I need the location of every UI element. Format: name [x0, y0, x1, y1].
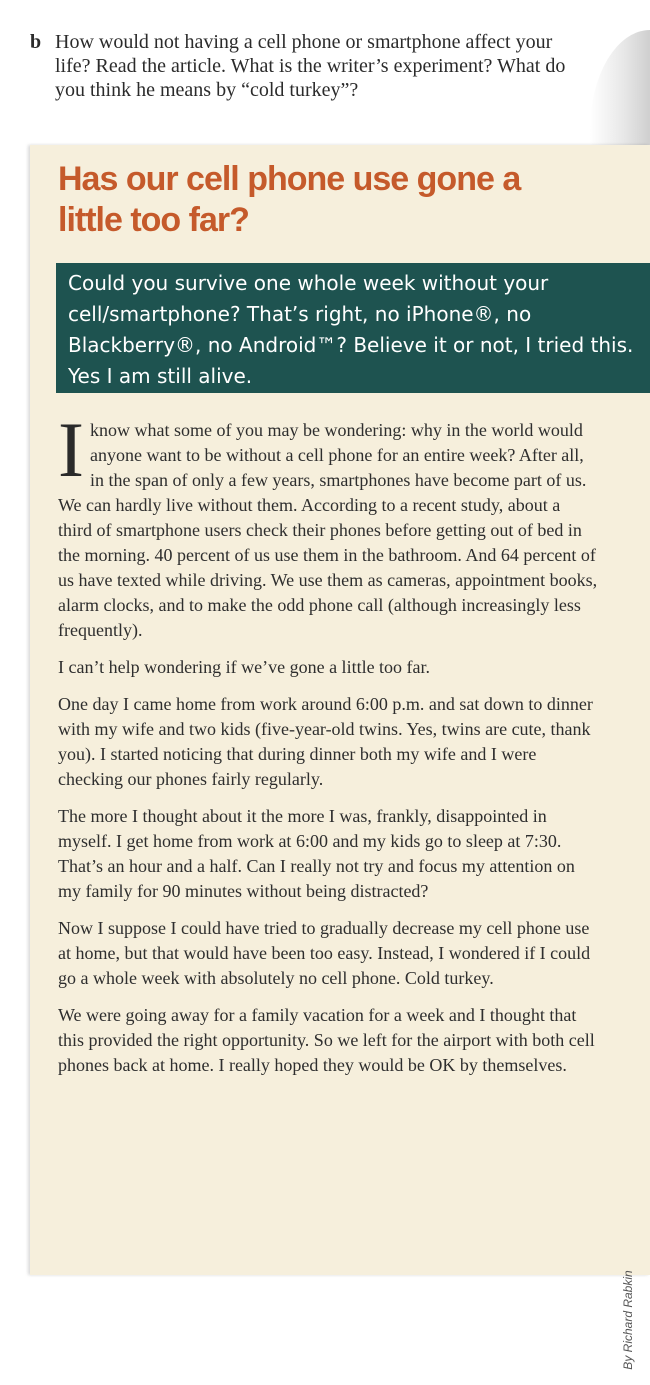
article-lead: Could you survive one whole week without your cell/smartphone? That’s right, no iPhone®, no Blackberry®, no Android™? Believe it or not, I tried this. Yes I am still alive. — [56, 263, 650, 393]
article-paragraph-5: Now I suppose I could have tried to gradually decrease my cell phone use at home, but that would have been too easy. Instead, I wondered if I could go a whole week with absolutely no cell phone. Cold turkey. — [58, 918, 591, 988]
article-paragraph-1 — [58, 406, 598, 643]
article-headline: Has our cell phone use gone a little too far? — [58, 160, 521, 239]
article-paragraph-6: We were going away for a family vacation for a week and I thought that this provided the right opportunity. So we left for the airport with both cell phones back at home. I really hoped they would be OK by themselves. — [58, 1005, 595, 1075]
task-instruction — [30, 30, 590, 102]
drop-cap: I — [58, 406, 84, 493]
article-paragraph-3: One day I came home from work around 6:00 p.m. and sat down to dinner with my wife and two kids (five-year-old twins. Yes, twins are cute, thank you). I started noticing that during dinner both my wife and I were checking our phones fairly regularly. — [58, 694, 593, 789]
task-letter: b — [30, 31, 42, 53]
article-body — [58, 406, 598, 1090]
article-paragraph-2: I can’t help wondering if we’ve gone a little too far. — [58, 657, 431, 677]
author-credit-text: By Richard Rabkin — [621, 1270, 635, 1370]
paragraph-1-text: know what some of you may be wondering: why in the world would anyone want to be without a cell phone for an entire week? After all, in the span of only a few years, smartphones have become part of us. We can hardly live without them. According to a recent study, about a third of smartphone users check their phones before getting out of bed in the morning. 40 percent of us use them in the bathroom. And 64 percent of us have texted while driving. We use them as cameras, appointment books, alarm clocks, and to make the odd phone call (although increasingly less frequently). — [58, 420, 598, 640]
article-paragraph-4: The more I thought about it the more I was, frankly, disappointed in myself. I get home from work at 6:00 and my kids go to sleep at 7:30. That’s an hour and a half. Can I really not try and focus my attention on my family for 90 minutes without being distracted? — [58, 806, 575, 901]
article-card — [30, 145, 650, 1370]
task-text: How would not having a cell phone or smartphone affect your life? Read the article. What is the writer’s experiment? What do you think he means by “cold turkey”? — [55, 31, 566, 101]
